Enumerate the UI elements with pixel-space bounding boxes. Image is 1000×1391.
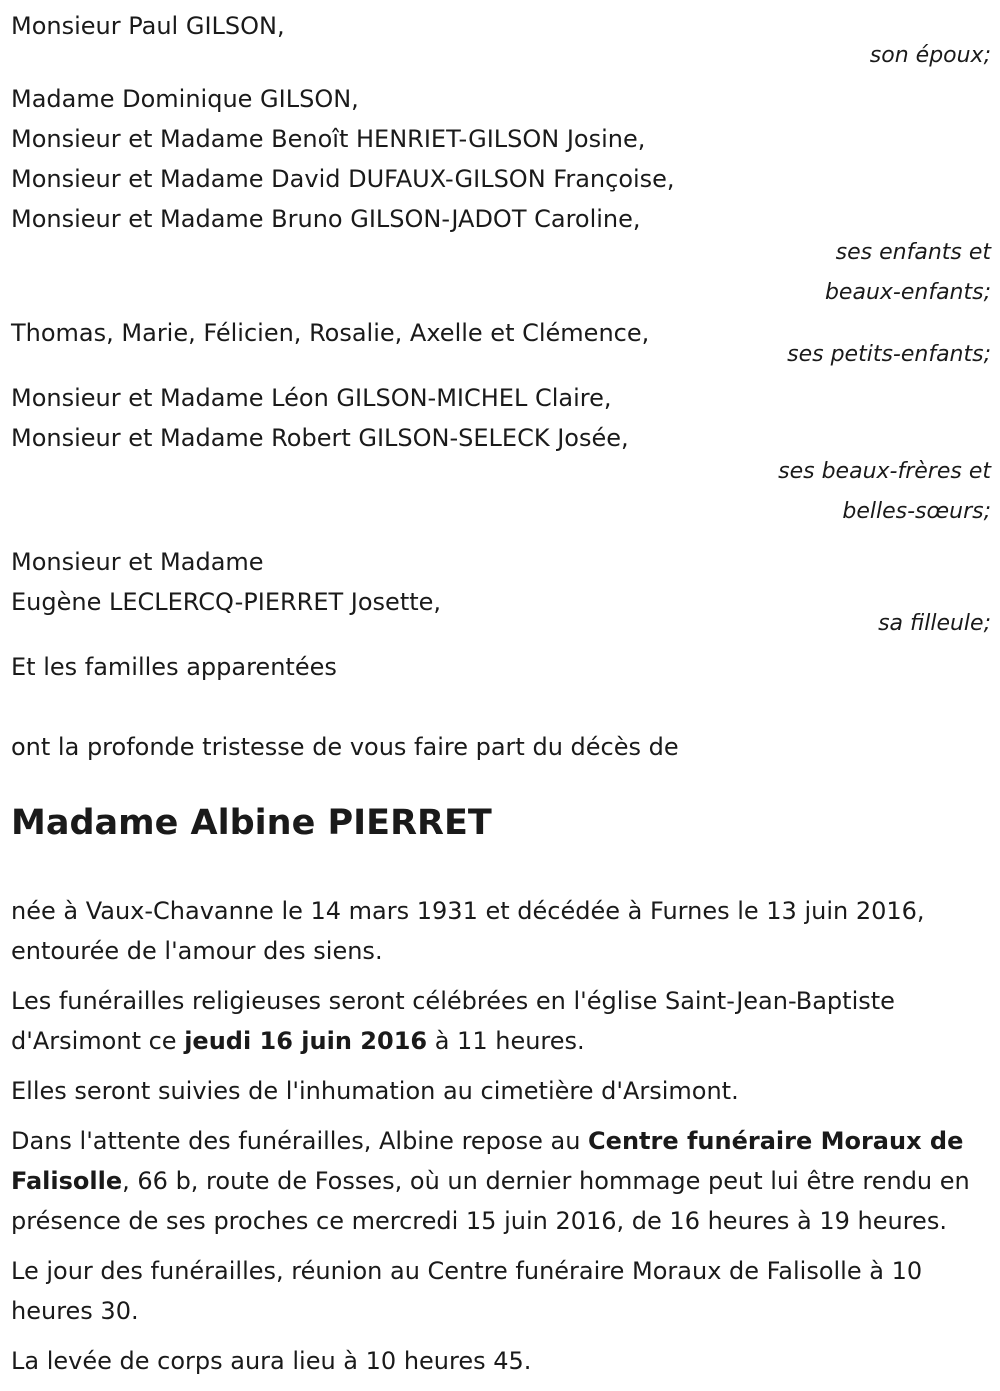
announcement-text: ont la profonde tristesse de vous faire part du décès de bbox=[11, 733, 679, 761]
family-group-children bbox=[11, 79, 991, 313]
family-group-in-laws bbox=[11, 378, 991, 532]
funeral-date: jeudi 16 juin 2016 bbox=[184, 1027, 428, 1055]
family-line: Monsieur et Madame Robert GILSON-SELECK Josée, bbox=[11, 424, 629, 452]
funeral-home-name: Centre funéraire Moraux de Falisolle bbox=[11, 1127, 964, 1195]
relation-label: ses petits-enfants; bbox=[787, 342, 991, 367]
family-line: Monsieur et Madame Léon GILSON-MICHEL Claire, bbox=[11, 384, 612, 412]
relation-label: belles-sœurs; bbox=[842, 499, 991, 524]
relation-label: ses beaux-frères et bbox=[778, 459, 991, 484]
family-line: Monsieur et Madame David DUFAUX-GILSON Françoise, bbox=[11, 165, 675, 193]
family-line: Thomas, Marie, Félicien, Rosalie, Axelle et Clémence, bbox=[11, 319, 650, 347]
family-line: Monsieur et Madame Bruno GILSON-JADOT Caroline, bbox=[11, 205, 641, 233]
burial-paragraph: Elles seront suivies de l'inhumation au cimetière d'Arsimont. bbox=[11, 1077, 739, 1105]
family-group-grandchildren bbox=[11, 313, 991, 375]
relation-label: sa filleule; bbox=[878, 611, 991, 636]
family-line: Eugène LECLERCQ-PIERRET Josette, bbox=[11, 588, 442, 616]
birth-death-paragraph: née à Vaux-Chavanne le 14 mars 1931 et décédée à Furnes le 13 juin 2016, entourée de l'amour des siens. bbox=[11, 897, 925, 965]
family-line: Monsieur et Madame Benoît HENRIET-GILSON Josine, bbox=[11, 125, 646, 153]
rest-paragraph: Dans l'attente des funérailles, Albine repose au Centre funéraire Moraux de Falisolle, 66 b, route de Fosses, où un dernier hommage peut lui être rendu en présence de ses proches ce mercredi 15 juin 2016, de 16 heures à 19 heures. bbox=[11, 1127, 970, 1235]
relation-label: son époux; bbox=[869, 43, 991, 68]
funeral-paragraph: Les funérailles religieuses seront célébrées en l'église Saint-Jean-Baptiste d'Arsimont ce jeudi 16 juin 2016 à 11 heures. bbox=[11, 987, 895, 1055]
family-group-goddaughter bbox=[11, 542, 991, 644]
relation-label: ses enfants et bbox=[835, 240, 991, 265]
deceased-name: Madame Albine PIERRET bbox=[11, 803, 492, 843]
family-line: Madame Dominique GILSON, bbox=[11, 85, 359, 113]
levee-paragraph: La levée de corps aura lieu à 10 heures 45. bbox=[11, 1347, 532, 1375]
meeting-paragraph: Le jour des funérailles, réunion au Centre funéraire Moraux de Falisolle à 10 heures 30. bbox=[11, 1257, 923, 1325]
related-families: Et les familles apparentées bbox=[11, 653, 337, 681]
relation-label: beaux-enfants; bbox=[824, 280, 991, 305]
family-group-spouse bbox=[11, 6, 991, 76]
family-line: Monsieur et Madame bbox=[11, 548, 264, 576]
obituary-notice bbox=[11, 6, 991, 1391]
family-line: Monsieur Paul GILSON, bbox=[11, 12, 285, 40]
